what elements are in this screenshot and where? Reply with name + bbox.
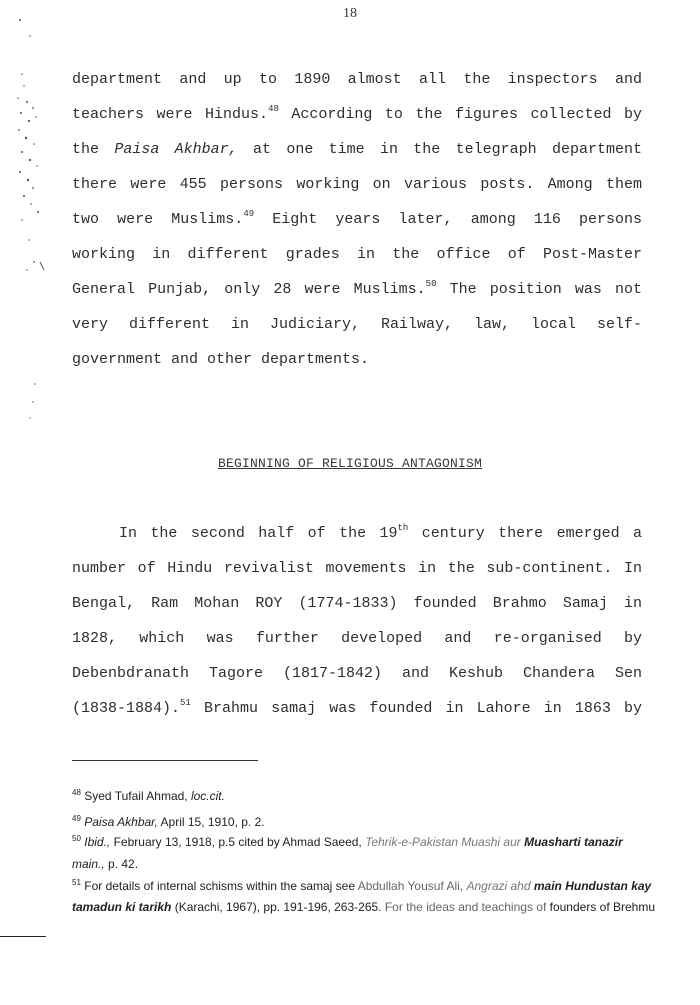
edge-mark (0, 936, 46, 937)
scan-margin-noise (0, 0, 60, 480)
para1-line: teachers were Hindus.$^{48}$ According to the figures collected by (72, 104, 643, 123)
footnote-line: $^{51}$ For details of internal schisms within the samaj see Abdullah Yousuf Ali, Angrazi ahd main Hundustan kay (72, 878, 652, 893)
para2-line: (1838-1884).$^{51}$ Brahmu samaj was founded in Lahore in 1863 by (72, 698, 642, 717)
para2-line: In the second half of the 19th century there emerged a (119, 523, 642, 542)
footnote-line: $^{49}$ Paisa Akhbar, April 15, 1910, p. 2. (72, 814, 265, 829)
para1-line: department and up to 1890 almost all the inspectors and (72, 71, 642, 88)
para1-line: the Paisa Akhbar, at one time in the telegraph department (72, 141, 642, 158)
para2-line: Bengal, Ram Mohan ROY (1774-1833) founded Brahmo Samaj in (72, 595, 642, 612)
footnote-line: main., p. 42. (72, 857, 139, 871)
footnote-line: tamadun ki tarikh (Karachi, 1967), pp. 191-196, 263-265. For the ideas and teachings of founders of Brehmu (72, 900, 656, 914)
page-number: 18 (343, 6, 357, 21)
footnote-line: $^{48}$ Syed Tufail Ahmad, loc.cit. (72, 788, 225, 803)
para1-line: very different in Judiciary, Railway, law, local self- (72, 316, 642, 333)
para1-line: two were Muslims.$^{49}$ Eight years later, among 116 persons (72, 209, 642, 228)
para2-line: Debenbdranath Tagore (1817-1842) and Keshub Chandera Sen (72, 665, 642, 682)
para1-line: General Punjab, only 28 were Muslims.$^{50}$ The position was not (72, 279, 643, 298)
para1-line: working in different grades in the office of Post-Master (72, 246, 642, 263)
section-heading: BEGINNING OF RELIGIOUS ANTAGONISM (217, 456, 483, 471)
footnote-separator (72, 760, 258, 761)
para1-line: government and other departments. (72, 351, 370, 368)
footnote-line: $^{50}$ Ibid., February 13, 1918, p.5 cited by Ahmad Saeed, Tehrik-e-Pakistan Muashi aur Muasharti tanazir (72, 834, 623, 849)
para2-line: number of Hindu revivalist movements in the sub-continent. In (72, 560, 642, 577)
para1-line: there were 455 persons working on various posts. Among them (72, 176, 642, 193)
para2-line: 1828, which was further developed and re-organised by (72, 630, 642, 647)
